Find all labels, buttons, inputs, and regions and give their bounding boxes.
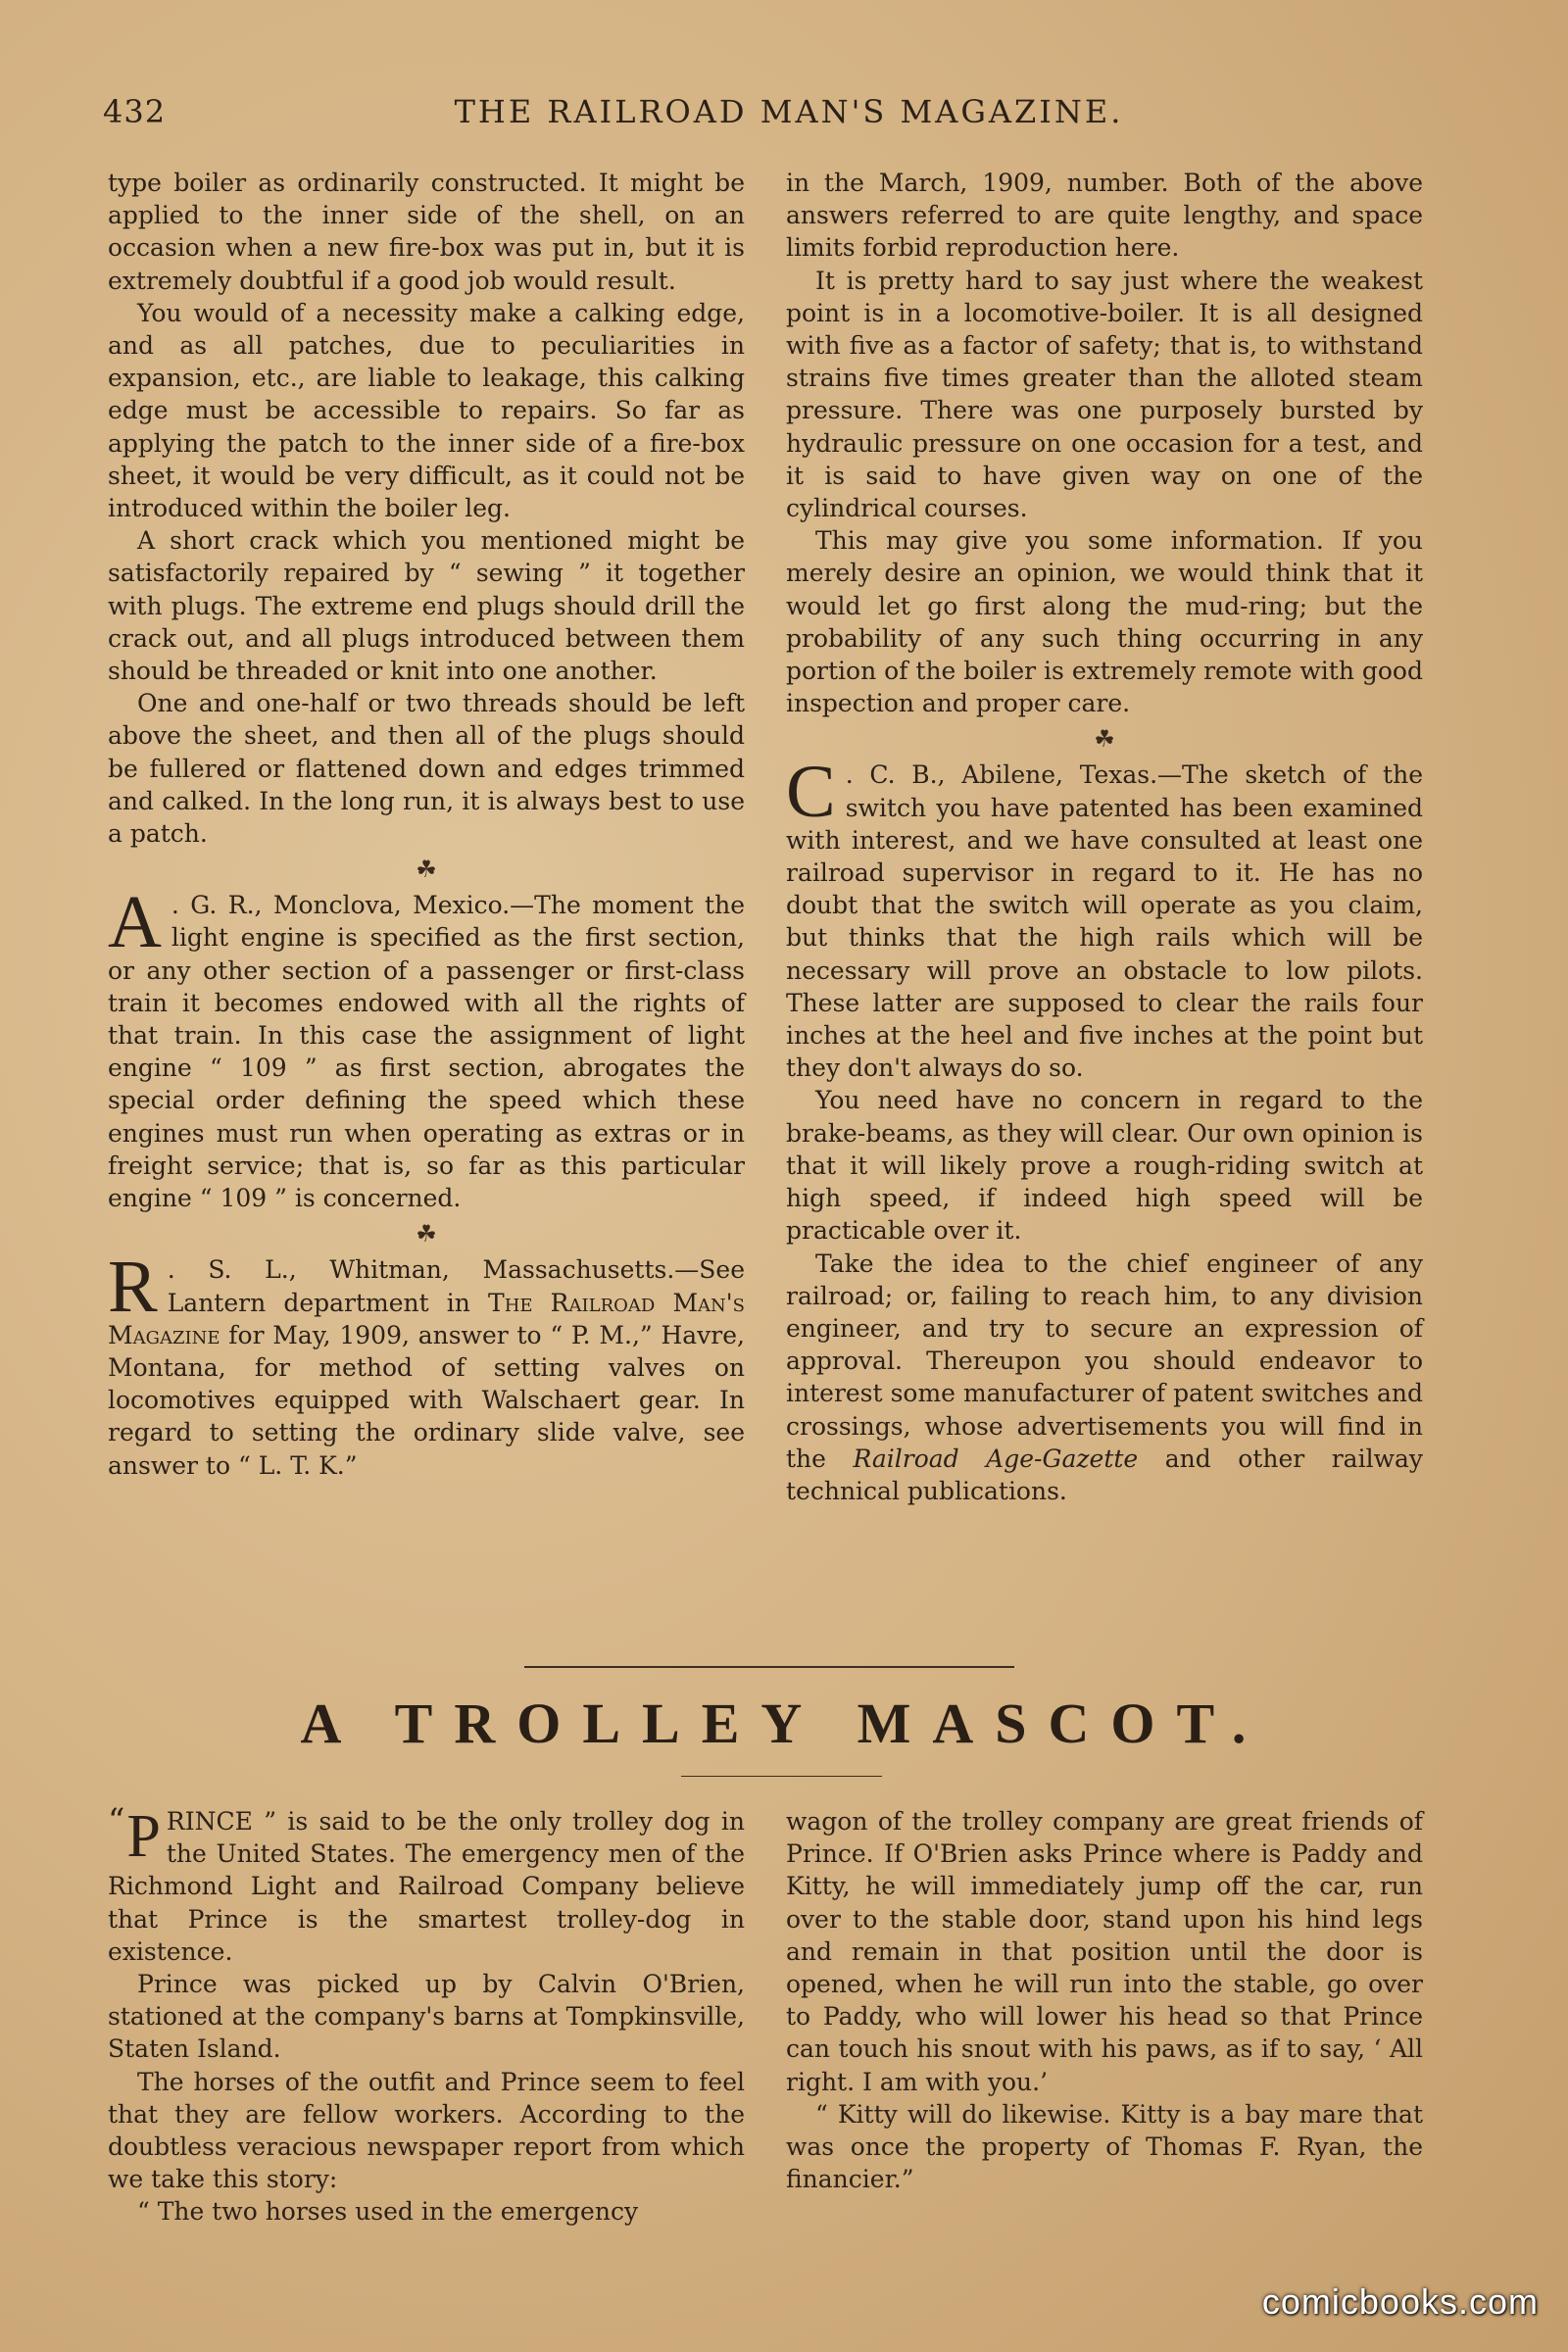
answer-rsl — [108, 1246, 745, 1481]
bottom-divider-rule — [681, 1776, 882, 1777]
section-ornament: ☘ — [416, 856, 437, 884]
publication-name: Railroad Age-Gazette — [853, 1444, 1139, 1473]
paragraph: “ Kitty will do likewise. Kitty is a bay mare that was once the property of Thomas F. Ryan, the financier.” — [786, 2099, 1423, 2194]
answer-text: for May, 1909, answer to “ P. M.,” Havre, Montana, for method of setting valves on locomotives equipped with Walschaert gear. In regard to setting the ordinary slide valve, see answer to “ L. T. K.” — [108, 1320, 745, 1480]
paragraph — [786, 1248, 1423, 1508]
answer-text: . G. R., Monclova, Mexico.—The moment the light engine is specified as the first section, or any other section of a passenger or first-class train it becomes endowed with all the rights of that train. In this case the assignment of light engine “ 109 ” as first section, abrogates the special order defining the speed which these engines must run when operating as extras or in freight service; that is, so far as this particular engine “ 109 ” is concerned. — [108, 891, 745, 1213]
answer-agr — [108, 881, 745, 1214]
drop-cap: R — [108, 1246, 158, 1329]
paragraph: A short crack which you mentioned might be satisfactorily repaired by “ sewing ” it together with plugs. The extreme end plugs should drill the crack out, and all plugs introduced between them should be threaded or knit into one another. — [108, 526, 745, 686]
paragraph: It is pretty hard to say just where the weakest point is in a locomotive-boiler. It is all designed with five as a factor of safety; that is, to withstand strains five times greater than the alloted steam pressure. There was one purposely bursted by hydraulic pressure on one occasion for a test, and it is said to have given way on one of the cylindrical courses. — [786, 266, 1423, 523]
page-number: 432 — [103, 93, 167, 130]
answer-ccb — [786, 751, 1423, 1084]
top-divider-rule — [524, 1666, 1014, 1668]
right-column — [786, 167, 1423, 1507]
section-ornament: ☘ — [416, 1220, 437, 1249]
article-right-column — [786, 1805, 1423, 2195]
section-ornament: ☘ — [1094, 725, 1115, 754]
article-opening — [108, 1801, 745, 1968]
page-header — [103, 93, 1475, 142]
paragraph: Prince was picked up by Calvin O'Brien, stationed at the company's barns at Tompkinsville, Staten Island. — [108, 1970, 745, 2064]
paragraph-text: and other railway technical publications. — [786, 1444, 1423, 1505]
paragraph-text: RINCE ” is said to be the only trolley dog in the United States. The emergency men of the Richmond Light and Railroad Company believe that Prince is the smartest trolley-dog in existence. — [108, 1807, 745, 1966]
watermark-logo: comicbooks.com — [1261, 2281, 1539, 2322]
paragraph: in the March, 1909, number. Both of the above answers referred to are quite lengthy, and space limits forbid reproduction here. — [786, 169, 1423, 263]
running-title: THE RAILROAD MAN'S MAGAZINE. — [454, 93, 1124, 130]
article-left-column — [108, 1801, 745, 2229]
magazine-name: The Railroad Man's Magazine — [108, 1288, 745, 1349]
paragraph: You would of a necessity make a calking edge, and as all patches, due to peculiarities in expansion, etc., are liable to leakage, this calking edge must be accessible to repairs. So far as applying the patch to the inner side of a fire-box sheet, it would be very difficult, as it could not be introduced within the boiler leg. — [108, 298, 745, 523]
paragraph: wagon of the trolley company are great friends of Prince. If O'Brien asks Prince where is Paddy and Kitty, he will immediately jump off the car, run over to the stable door, stand upon his hind legs and remain in that position until the door is opened, when he will run into the stable, go over to Paddy, who will lower his head so that Prince can touch his snout with his paws, as if to say, ‘ All right. I am with you.’ — [786, 1807, 1423, 2096]
answer-text: . C. B., Abilene, Texas.—The sketch of the switch you have patented has been examined with interest, and we have consulted at least one railroad supervisor in regard to it. He has no doubt that the switch will operate as you claim, but thinks that the high rails which will be necessary will prove an obstacle to low pilots. These latter are supposed to clear the rails four inches at the heel and five inches at the point but they don't always do so. — [786, 760, 1423, 1083]
left-column — [108, 167, 745, 1482]
paragraph: This may give you some information. If you merely desire an opinion, we would think that it would let go first along the mud-ring; but the probability of any such thing occurring in any portion of the boiler is extremely remote with good inspection and proper care. — [786, 526, 1423, 718]
paragraph: “ The two horses used in the emergency — [137, 2197, 639, 2227]
paragraph: The horses of the outfit and Prince seem to feel that they are fellow workers. According to the doubtless veracious newspaper report from which we take this story: — [108, 2067, 745, 2194]
paragraph: type boiler as ordinarily constructed. It might be applied to the inner side of the shell, on an occasion when a new fire-box was put in, but it is extremely doubtful if a good job would result. — [108, 169, 745, 295]
drop-cap: P — [126, 1803, 161, 1870]
answer-text: . S. L., Whitman, Massachusetts.—See Lantern department in — [167, 1255, 745, 1317]
drop-cap: A — [108, 881, 162, 964]
drop-cap: C — [786, 751, 836, 834]
article-title: A TROLLEY MASCOT. — [300, 1691, 1268, 1755]
paragraph: You need have no concern in regard to the brake-beams, as they will clear. Our own opinion is that it will likely prove a rough-riding switch at high speed, if indeed high speed will be practicable over it. — [786, 1086, 1423, 1246]
paragraph-text: Take the idea to the chief engineer of any railroad; or, failing to reach him, to any division engineer, and try to secure an expression of approval. Thereupon you should endeavor to interest some manufacturer of patent switches and crossings, whose advertisements you will find in the — [786, 1249, 1423, 1473]
paragraph: One and one-half or two threads should be left above the sheet, and then all of the plugs should be fullered or flattened down and edges trimmed and calked. In the long run, it is always best to use a patch. — [108, 689, 745, 849]
open-quote: “ — [108, 1801, 125, 1840]
